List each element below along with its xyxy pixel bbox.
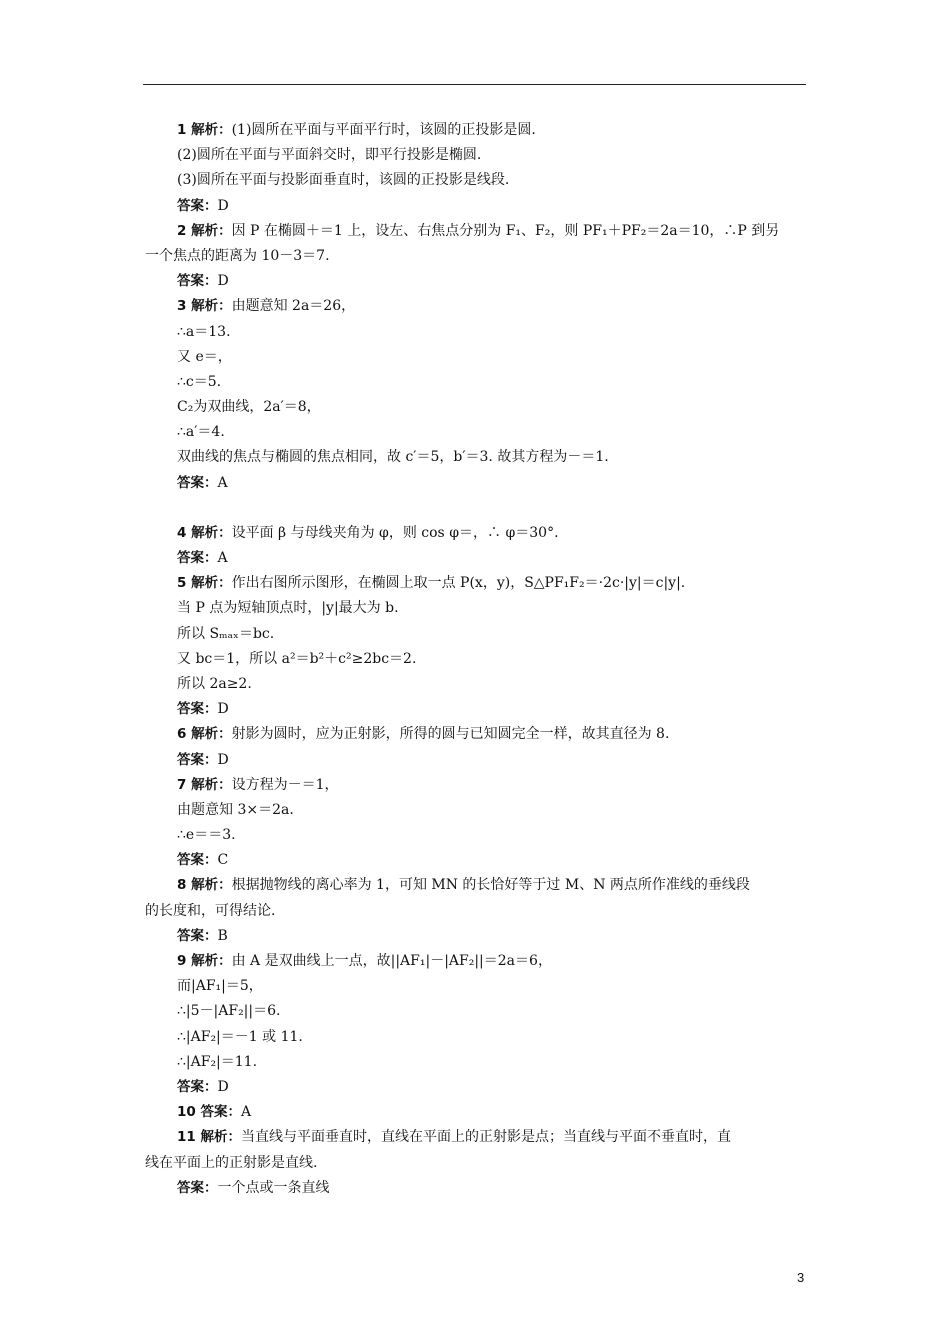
- line-text: D: [217, 701, 229, 718]
- answer-line-labeled: [145, 722, 805, 747]
- answer-line: [145, 596, 805, 621]
- answer-line-labeled: [145, 848, 805, 873]
- line-text: ∴c＝5.: [177, 373, 222, 390]
- line-label: 答案：: [177, 197, 218, 214]
- line-text: 又 bc＝1，所以 a²＝b²＋c²≥2bc＝2.: [177, 650, 417, 667]
- line-label: 6 解析：: [177, 726, 232, 743]
- answer-line: [145, 370, 805, 395]
- line-text: (1)圆所在平面与平面平行时，该圆的正投影是圆.: [231, 122, 536, 138]
- line-text: 由题意知 2a＝26，: [231, 298, 356, 315]
- line-text: 作出右图所示图形，在椭圆上取一点 P(x，y)，S△PF₁F₂＝·2c·|y|＝c|y|.: [231, 575, 686, 592]
- answer-line-labeled: [145, 1125, 805, 1150]
- line-text: D: [217, 273, 229, 290]
- line-label: 答案：: [177, 273, 218, 290]
- line-label: 答案：: [177, 701, 218, 718]
- line-label: 答案：: [177, 550, 218, 566]
- answer-line-labeled: [145, 294, 805, 319]
- answer-line-labeled: [145, 748, 805, 773]
- line-text: ∴e＝＝3.: [177, 827, 236, 844]
- line-text: A: [217, 550, 228, 566]
- answer-line: [145, 622, 805, 647]
- line-text: 由 A 是双曲线上一点，故||AF₁|－|AF₂||＝2a＝6，: [231, 953, 552, 969]
- answer-line: [145, 244, 805, 269]
- page-number: 3: [797, 1270, 805, 1285]
- line-text: A: [217, 474, 228, 491]
- line-text: 而|AF₁|＝5，: [177, 978, 263, 995]
- answer-line: [145, 143, 805, 168]
- line-text: ∴|5－|AF₂||＝6.: [177, 1003, 281, 1020]
- line-text: 一个焦点的距离为 10－3＝7.: [145, 247, 330, 264]
- line-label: 答案：: [177, 852, 218, 869]
- answer-line: [145, 168, 805, 193]
- line-label: 3 解析：: [177, 298, 232, 315]
- answer-line-labeled: [145, 269, 805, 294]
- line-text: 又 e＝，: [177, 348, 232, 365]
- answer-line-labeled: [145, 1100, 805, 1125]
- answer-line: [145, 899, 805, 924]
- answer-line-labeled: [145, 873, 805, 898]
- line-label: 答案：: [177, 927, 218, 944]
- answer-line: [145, 974, 805, 999]
- line-text: 根据抛物线的离心率为 1，可知 MN 的长恰好等于过 M、N 两点所作准线的垂线段: [231, 877, 750, 894]
- line-text: 当 P 点为短轴顶点时，|y|最大为 b.: [177, 600, 399, 617]
- line-text: (2)圆所在平面与平面斜交时，即平行投影是椭圆.: [177, 147, 482, 164]
- line-label: 答案：: [177, 1078, 218, 1095]
- line-text: 因 P 在椭圆＋＝1 上，设左、右焦点分别为 F₁、F₂，则 PF₁＋PF₂＝2a＝10，∴P 到另: [231, 222, 780, 239]
- line-label: 答案：: [177, 751, 218, 768]
- answer-line: [145, 345, 805, 370]
- answer-line-labeled: [145, 118, 805, 143]
- answer-line-labeled: [145, 521, 805, 546]
- line-label: 答案：: [177, 474, 218, 491]
- answer-line: [145, 1050, 805, 1075]
- answer-line: [145, 823, 805, 848]
- line-text: 线在平面上的正射影是直线.: [145, 1154, 318, 1171]
- line-text: (3)圆所在平面与投影面垂直时，该圆的正投影是线段.: [177, 172, 510, 189]
- line-text: B: [217, 927, 228, 944]
- line-label: 9 解析：: [177, 953, 232, 969]
- line-label: 8 解析：: [177, 877, 232, 894]
- line-text: 所以 Sₘₐₓ＝bc.: [177, 625, 275, 642]
- line-label: 4 解析：: [177, 524, 232, 541]
- answer-line: [145, 1025, 805, 1050]
- answer-line-labeled: [145, 471, 805, 496]
- answer-body: [145, 118, 805, 1201]
- line-text: 的长度和，可得结论.: [145, 902, 276, 919]
- line-text: 双曲线的焦点与椭圆的焦点相同，故 c′＝5，b′＝3. 故其方程为－＝1.: [177, 449, 609, 466]
- answer-line: [145, 420, 805, 445]
- line-text: D: [217, 1078, 229, 1095]
- line-text: ∴a＝13.: [177, 323, 231, 340]
- line-text: ∴|AF₂|＝－1 或 11.: [177, 1028, 303, 1045]
- answer-line-labeled: [145, 1176, 805, 1201]
- line-label: 7 解析：: [177, 776, 232, 793]
- line-text: ∴|AF₂|＝11.: [177, 1053, 258, 1070]
- answer-line-labeled: [145, 949, 805, 974]
- answer-line-labeled: [145, 219, 805, 244]
- line-text: C₂为双曲线，2a′＝8，: [177, 399, 321, 416]
- answer-line: [145, 672, 805, 697]
- answer-line-labeled: [145, 773, 805, 798]
- line-text: D: [217, 751, 229, 768]
- answer-line: [145, 798, 805, 823]
- line-text: 一个点或一条直线: [217, 1179, 330, 1196]
- line-text: D: [217, 197, 229, 214]
- answer-line: [145, 395, 805, 420]
- answer-line-labeled: [145, 1075, 805, 1100]
- line-text: 当直线与平面垂直时，直线在平面上的正射影是点；当直线与平面不垂直时，直: [241, 1129, 731, 1146]
- line-label: 5 解析：: [177, 575, 232, 592]
- answer-line-labeled: [145, 571, 805, 596]
- answer-line: [145, 1151, 805, 1176]
- line-label: 10 答案：: [177, 1104, 241, 1121]
- line-text: 所以 2a≥2.: [177, 675, 252, 692]
- answer-line: [145, 647, 805, 672]
- answer-line-labeled: [145, 697, 805, 722]
- header-rule: [143, 84, 806, 85]
- line-label: 答案：: [177, 1179, 218, 1196]
- line-text: A: [241, 1104, 252, 1121]
- answer-line: [145, 320, 805, 345]
- line-text: 设方程为－＝1，: [231, 776, 339, 793]
- line-text: 由题意知 3×＝2a.: [177, 801, 294, 818]
- line-label: 2 解析：: [177, 222, 232, 239]
- line-text: ∴a′＝4.: [177, 424, 225, 441]
- answer-line: [145, 445, 805, 470]
- line-text: C: [217, 852, 229, 869]
- line-text: 射影为圆时，应为正射影，所得的圆与已知圆完全一样，故其直径为 8.: [231, 726, 670, 743]
- line-text: 设平面 β 与母线夹角为 φ，则 cos φ＝，∴ φ＝30°.: [231, 524, 559, 541]
- line-label: 11 解析：: [177, 1129, 241, 1146]
- answer-line: [145, 999, 805, 1024]
- answer-line-labeled: [145, 924, 805, 949]
- answer-line-labeled: [145, 194, 805, 219]
- line-label: 1 解析：: [177, 122, 232, 138]
- answer-line-labeled: [145, 546, 805, 571]
